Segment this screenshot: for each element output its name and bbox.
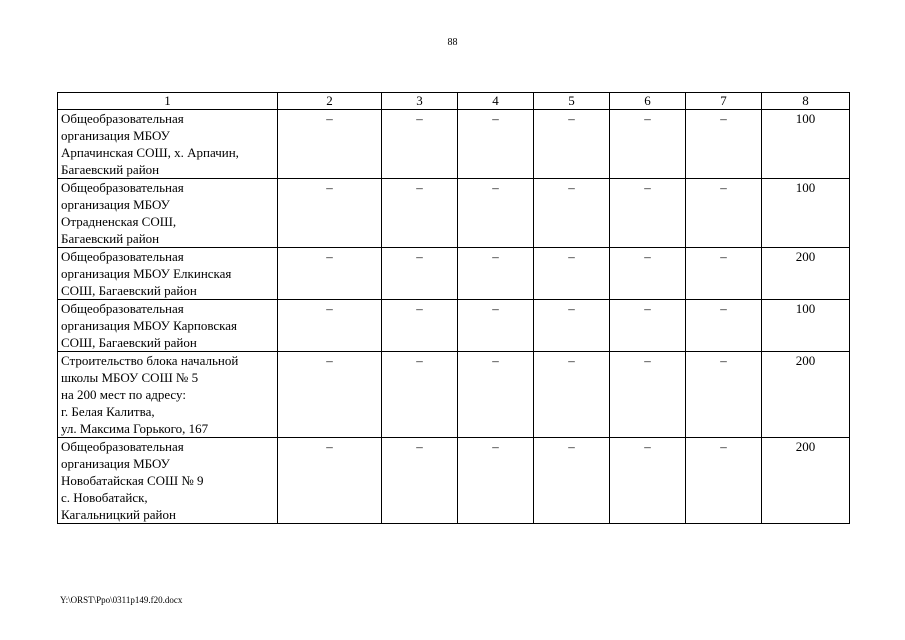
value-cell: – bbox=[534, 438, 610, 524]
value-cell: – bbox=[534, 179, 610, 248]
value-cell: – bbox=[458, 438, 534, 524]
value-cell: – bbox=[686, 438, 762, 524]
value-cell: – bbox=[686, 248, 762, 300]
object-name-line: Общеобразовательная bbox=[61, 439, 184, 454]
table-row bbox=[58, 300, 850, 352]
value-cell: – bbox=[278, 352, 382, 438]
value-cell: – bbox=[382, 300, 458, 352]
object-name-cell bbox=[58, 438, 278, 524]
value-cell: – bbox=[534, 300, 610, 352]
value-cell: – bbox=[382, 438, 458, 524]
value-cell: – bbox=[278, 110, 382, 179]
object-name-line: Отрадненская СОШ, bbox=[61, 214, 177, 229]
value-cell: 100 bbox=[762, 300, 850, 352]
object-name-line: с. Новобатайск, bbox=[61, 490, 148, 505]
table-row bbox=[58, 110, 850, 179]
object-name-cell bbox=[58, 248, 278, 300]
value-cell: – bbox=[686, 110, 762, 179]
table-row bbox=[58, 352, 850, 438]
object-name-line: на 200 мест по адресу: bbox=[61, 387, 186, 402]
object-name-line: организация МБОУ Карповская bbox=[61, 318, 238, 333]
object-name-cell bbox=[58, 352, 278, 438]
data-table bbox=[57, 92, 850, 524]
column-header: 1 bbox=[58, 93, 278, 110]
value-cell: – bbox=[686, 179, 762, 248]
value-cell: – bbox=[610, 179, 686, 248]
column-header: 7 bbox=[686, 93, 762, 110]
value-cell: 100 bbox=[762, 179, 850, 248]
value-cell: – bbox=[686, 300, 762, 352]
object-name-line: Общеобразовательная bbox=[61, 111, 184, 126]
value-cell: – bbox=[458, 179, 534, 248]
value-cell: – bbox=[534, 110, 610, 179]
column-header: 4 bbox=[458, 93, 534, 110]
object-name-line: Кагальницкий район bbox=[61, 507, 176, 522]
value-cell: – bbox=[534, 352, 610, 438]
value-cell: – bbox=[382, 248, 458, 300]
column-header: 5 bbox=[534, 93, 610, 110]
object-name-line: организация МБОУ bbox=[61, 456, 170, 471]
value-cell: 200 bbox=[762, 438, 850, 524]
value-cell: – bbox=[686, 352, 762, 438]
value-cell: 200 bbox=[762, 352, 850, 438]
object-name-line: СОШ, Багаевский район bbox=[61, 283, 197, 298]
value-cell: – bbox=[534, 248, 610, 300]
page-number: 88 bbox=[447, 37, 458, 48]
object-name-line: организация МБОУ bbox=[61, 197, 170, 212]
value-cell: 100 bbox=[762, 110, 850, 179]
object-name-line: Общеобразовательная bbox=[61, 249, 184, 264]
object-name-line: Общеобразовательная bbox=[61, 301, 184, 316]
value-cell: 200 bbox=[762, 248, 850, 300]
file-path-footer: Y:\ORST\Ppo\0311p149.f20.docx bbox=[60, 595, 183, 605]
value-cell: – bbox=[382, 352, 458, 438]
value-cell: – bbox=[278, 300, 382, 352]
object-name-cell bbox=[58, 179, 278, 248]
column-header: 2 bbox=[278, 93, 382, 110]
value-cell: – bbox=[458, 300, 534, 352]
value-cell: – bbox=[610, 300, 686, 352]
object-name-line: организация МБОУ Елкинская bbox=[61, 266, 232, 281]
value-cell: – bbox=[382, 110, 458, 179]
object-name-line: ул. Максима Горького, 167 bbox=[61, 421, 209, 436]
value-cell: – bbox=[278, 179, 382, 248]
value-cell: – bbox=[610, 352, 686, 438]
value-cell: – bbox=[278, 248, 382, 300]
object-name-line: Общеобразовательная bbox=[61, 180, 184, 195]
table-row bbox=[58, 248, 850, 300]
value-cell: – bbox=[610, 110, 686, 179]
object-name-line: г. Белая Калитва, bbox=[61, 404, 155, 419]
column-header: 6 bbox=[610, 93, 686, 110]
column-header: 3 bbox=[382, 93, 458, 110]
object-name-cell bbox=[58, 110, 278, 179]
object-name-line: СОШ, Багаевский район bbox=[61, 335, 197, 350]
value-cell: – bbox=[610, 248, 686, 300]
object-name-line: школы МБОУ СОШ № 5 bbox=[61, 370, 199, 385]
value-cell: – bbox=[278, 438, 382, 524]
object-name-line: Арпачинская СОШ, х. Арпачин, bbox=[61, 145, 239, 160]
object-name-line: Строительство блока начальной bbox=[61, 353, 239, 368]
value-cell: – bbox=[458, 248, 534, 300]
table-row bbox=[58, 179, 850, 248]
value-cell: – bbox=[458, 110, 534, 179]
table-header-row bbox=[58, 93, 850, 110]
value-cell: – bbox=[610, 438, 686, 524]
object-name-line: организация МБОУ bbox=[61, 128, 170, 143]
object-name-line: Багаевский район bbox=[61, 231, 160, 246]
object-name-line: Новобатайская СОШ № 9 bbox=[61, 473, 204, 488]
table-row bbox=[58, 438, 850, 524]
value-cell: – bbox=[382, 179, 458, 248]
value-cell: – bbox=[458, 352, 534, 438]
object-name-line: Багаевский район bbox=[61, 162, 160, 177]
column-header: 8 bbox=[762, 93, 850, 110]
object-name-cell bbox=[58, 300, 278, 352]
